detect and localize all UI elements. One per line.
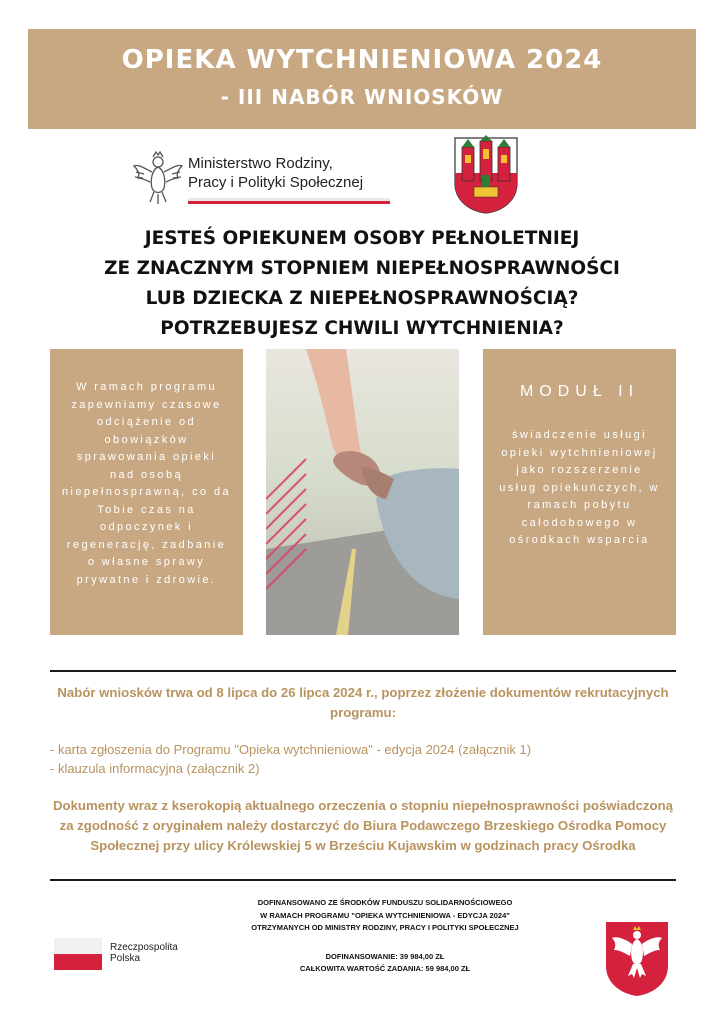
module-box xyxy=(483,349,676,635)
ministry-flag-bar xyxy=(188,198,390,204)
ministry-name-line1: Ministerstwo Rodziny, xyxy=(188,155,333,172)
polish-flag-icon xyxy=(54,938,102,970)
funding-line: OTRZYMANYCH OD MINISTRY RODZINY, PRACY I POLITYKI SPOŁECZNEJ xyxy=(251,923,519,932)
divider-bottom xyxy=(50,879,676,881)
rp-line2: Polska xyxy=(110,953,141,964)
funding-line: W RAMACH PROGRAMU "OPIEKA WYTCHNIENIOWA - EDYCJA 2024" xyxy=(260,910,510,920)
requirements-list xyxy=(50,740,676,778)
ministry-logo xyxy=(130,148,395,210)
question-line: ZE ZNACZNYM STOPNIEM NIEPEŁNOSPRAWNOŚCI xyxy=(104,258,620,279)
module-description: świadczenie usługi opieki wytchnieniowej jako rozszerzenie usług opiekuńczych, w ramach pobytu całodobowego w ośrodkach wsparcia xyxy=(499,429,660,546)
question-line: POTRZEBUJESZ CHWILI WYTCHNIENIA? xyxy=(160,318,564,339)
funding-info xyxy=(205,897,565,976)
program-description-box xyxy=(50,349,243,635)
page-subtitle: - III NABÓR WNIOSKÓW xyxy=(220,85,504,109)
hands-photo xyxy=(266,349,459,635)
divider-top xyxy=(50,670,676,672)
list-item: - klauzula informacyjna (załącznik 2) xyxy=(50,761,260,776)
cofinancing-amount: DOFINANSOWANIE: 39 984,00 ZŁ xyxy=(325,951,445,961)
ministry-name-line2: Pracy i Polityki Społecznej xyxy=(188,174,364,191)
coat-of-arms-icon xyxy=(452,135,520,215)
module-title: MODUŁ II xyxy=(519,383,640,400)
program-description: W ramach programu zapewniamy czasowe odciążenie od obowiązków sprawowania opieki nad osobą niepełnosprawną, co da Tobie czas na odpoczynek i regenerację, zadbanie o własne sprawy prywatne i zdrowie. xyxy=(62,381,231,586)
total-amount: CAŁKOWITA WARTOŚĆ ZADANIA: 59 984,00 ZŁ xyxy=(299,964,471,973)
question-line: JESTEŚ OPIEKUNEM OSOBY PEŁNOLETNIEJ xyxy=(144,228,580,249)
recruitment-info: Nabór wniosków trwa od 8 lipca do 26 lipca 2024 r., poprzez złożenie dokumentów rekrutacyjnych programu: xyxy=(57,685,669,720)
documents-info: Dokumenty wraz z kserokopią aktualnego orzeczenia o stopniu niepełnosprawności poświadczoną za zgodność z oryginałem należy dostarczyć do Biura Podawczego Brzeskiego Ośrodka Pomocy Społecznej przy ulicy Królewskiej 5 w Brześciu Kujawskim w godzinach pracy Ośrodka xyxy=(53,798,673,853)
rzeczpospolita-logo xyxy=(54,938,204,972)
main-question xyxy=(40,224,684,344)
funding-line: DOFINANSOWANO ZE ŚRODKÓW FUNDUSZU SOLIDARNOŚCIOWEGO xyxy=(257,898,513,907)
header-banner xyxy=(28,29,696,129)
eagle-icon xyxy=(130,148,186,206)
polish-emblem-icon xyxy=(604,920,670,998)
question-line: LUB DZIECKA Z NIEPEŁNOSPRAWNOŚCIĄ? xyxy=(145,288,579,309)
page-title: OPIEKA WYTCHNIENIOWA 2024 xyxy=(121,45,603,75)
rp-line1: Rzeczpospolita xyxy=(110,942,178,953)
holding-hands-image xyxy=(266,349,459,635)
list-item: - karta zgłoszenia do Programu "Opieka wytchnieniowa" - edycja 2024 (załącznik 1) xyxy=(50,742,532,757)
